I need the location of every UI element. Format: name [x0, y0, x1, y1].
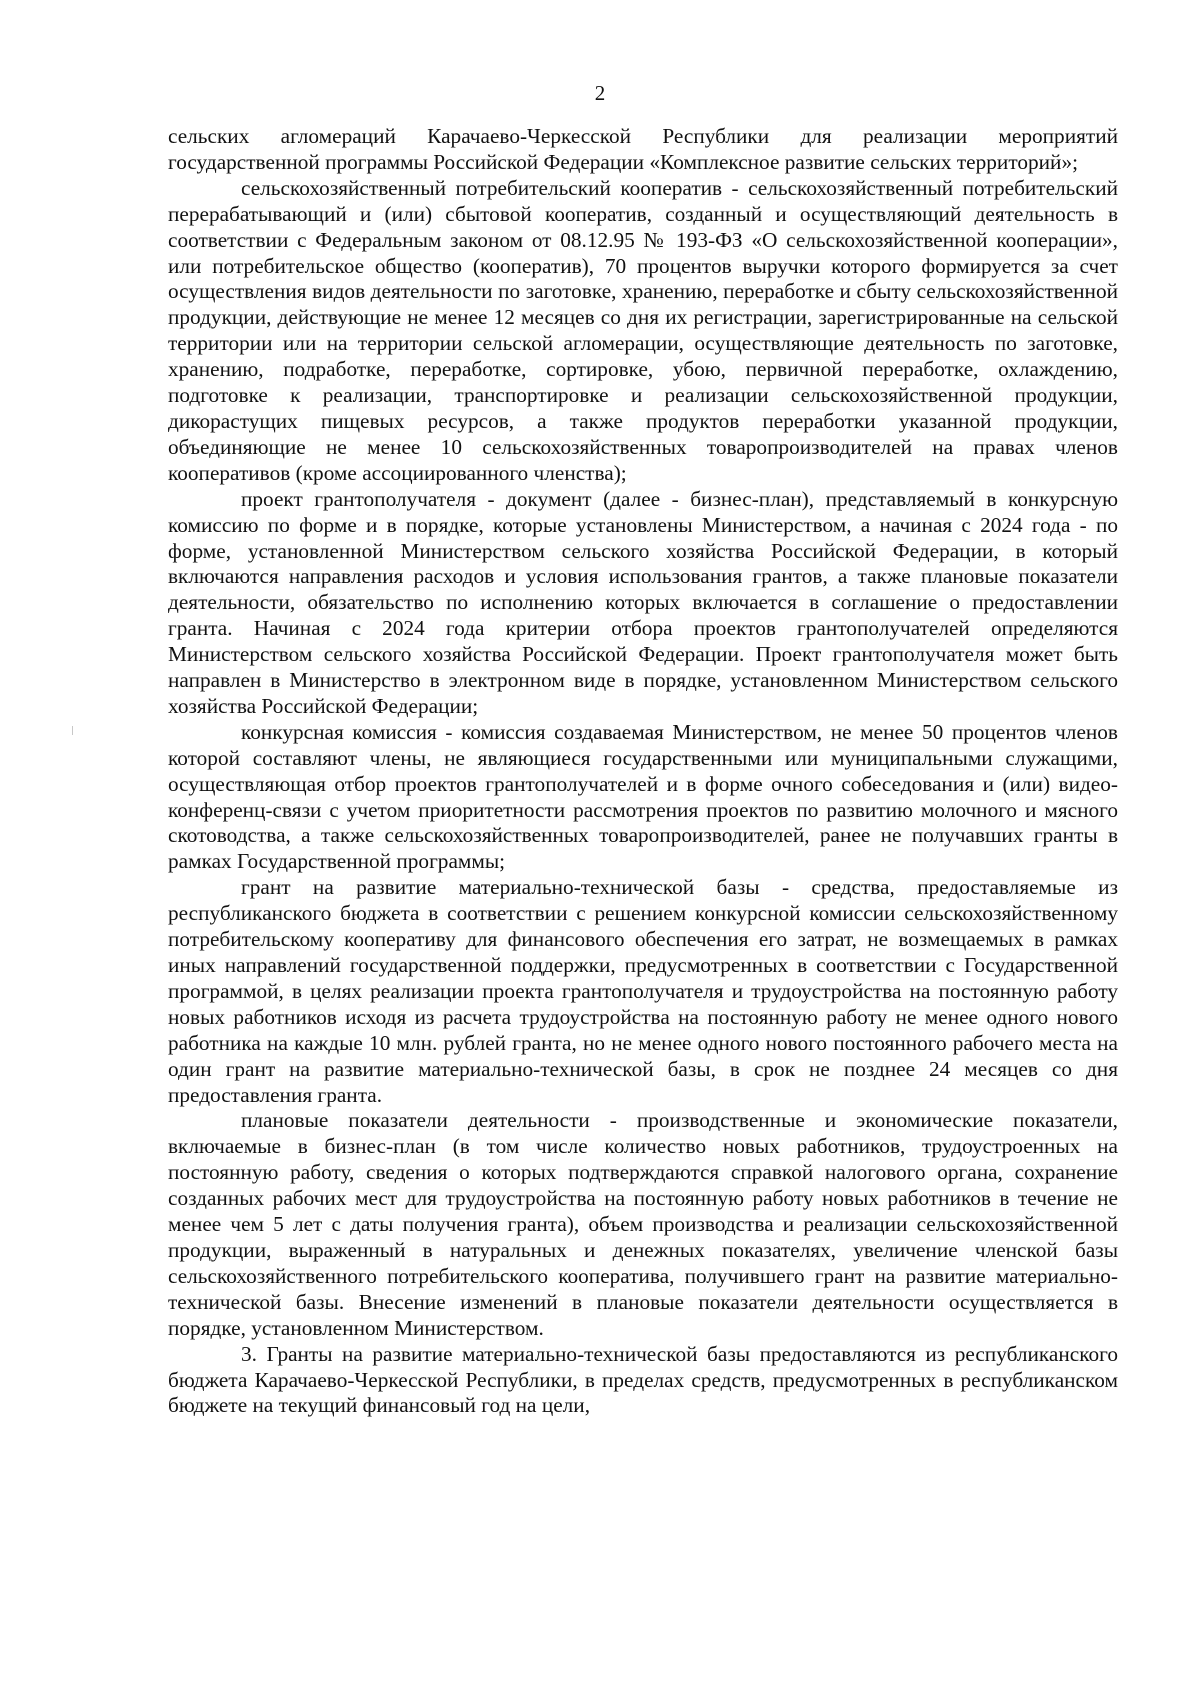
document-body	[168, 124, 1118, 1419]
paragraph-performance-indicators-definition: плановые показатели деятельности - производственные и экономические показатели, включаемые в бизнес-план (в том числе количество новых работников, трудоустроенных на постоянную работу, сведения о которых подтверждаются справкой налогового органа, сохранение созданных рабочих мест для трудоустройства на постоянную работу новых работников в течение не менее чем 5 лет с даты получения гранта), объем производства и реализации сельскохозяйственной продукции, выраженный в натуральных и денежных показателях, увеличение членской базы сельскохозяйственного потребительского кооператива, получившего грант на развитие материально-технической базы. Внесение изменений в плановые показатели деятельности осуществляется в порядке, установленном Министерством.	[168, 1108, 1118, 1340]
paragraph-continuation: сельских агломераций Карачаево-Черкесской Республики для реализации мероприятий государственной программы Российской Федерации «Комплексное развитие сельских территорий»;	[168, 124, 1118, 174]
paragraph-cooperative-definition: сельскохозяйственный потребительский кооператив - сельскохозяйственный потребительский перерабатывающий и (или) сбытовой кооператив, созданный и осуществляющий деятельность в соответствии с Федеральным законом от 08.12.95 № 193-ФЗ «О сельскохозяйственной кооперации», или потребительское общество (кооператив), 70 процентов выручки которого формируется за счет осуществления видов деятельности по заготовке, хранению, переработке и сбыту сельскохозяйственной продукции, действующие не менее 12 месяцев со дня их регистрации, зарегистрированные на сельской территории или на территории сельской агломерации, осуществляющие деятельность по заготовке, хранению, подработке, переработке, сортировке, убою, первичной переработке, охлаждению, подготовке к реализации, транспортировке и реализации сельскохозяйственной продукции, дикорастущих пищевых ресурсов, а также продуктов переработки указанной продукции, объединяющие не менее 10 сельскохозяйственных товаропроизводителей на правах членов кооперативов (кроме ассоциированного членства);	[168, 175, 1118, 485]
page-number: 2	[594, 81, 606, 105]
paragraph-grant-definition: грант на развитие материально-технической базы - средства, предоставляемые из республиканского бюджета в соответствии с решением конкурсной комиссии сельскохозяйственному потребительскому кооперативу для финансового обеспечения его затрат, не возмещаемых в рамках иных направлений государственной поддержки, предусмотренных в соответствии с Государственной программой, в целях реализации проекта грантополучателя и трудоустройства на постоянную работу новых работников исходя из расчета трудоустройства на постоянную работу не менее одного нового работника на каждые 10 млн. рублей гранта, но не менее одного нового постоянного рабочего места на один грант на развитие материально-технической базы, в срок не позднее 24 месяцев со дня предоставления гранта.	[168, 875, 1118, 1107]
scan-artifact-mark	[72, 726, 73, 735]
paragraph-grantee-project-definition: проект грантополучателя - документ (далее - бизнес-план), представляемый в конкурсную комиссию по форме и в порядке, которые установлены Министерством, а начиная с 2024 года - по форме, установленной Министерством сельского хозяйства Российской Федерации, в который включаются направления расходов и условия использования грантов, а также плановые показатели деятельности, обязательство по исполнению которых включается в соглашение о предоставлении гранта. Начиная с 2024 года критерии отбора проектов грантополучателей определяются Министерством сельского хозяйства Российской Федерации. Проект грантополучателя может быть направлен в Министерство в электронном виде в порядке, установленном Министерством сельского хозяйства Российской Федерации;	[168, 486, 1118, 718]
paragraph-item-3: 3. Гранты на развитие материально-технической базы предоставляются из республиканского бюджета Карачаево-Черкесской Республики, в пределах средств, предусмотренных в республиканском бюджете на текущий финансовый год на цели,	[168, 1341, 1118, 1418]
paragraph-competition-commission-definition: конкурсная комиссия - комиссия создаваемая Министерством, не менее 50 процентов членов которой составляют члены, не являющиеся государственными или муниципальными служащими, осуществляющая отбор проектов грантополучателей и в форме очного собеседования и (или) видео-конференц-связи с учетом приоритетности рассмотрения проектов по развитию молочного и мясного скотоводства, а также сельскохозяйственных товаропроизводителей, ранее не получавших гранты в рамках Государственной программы;	[168, 719, 1118, 874]
